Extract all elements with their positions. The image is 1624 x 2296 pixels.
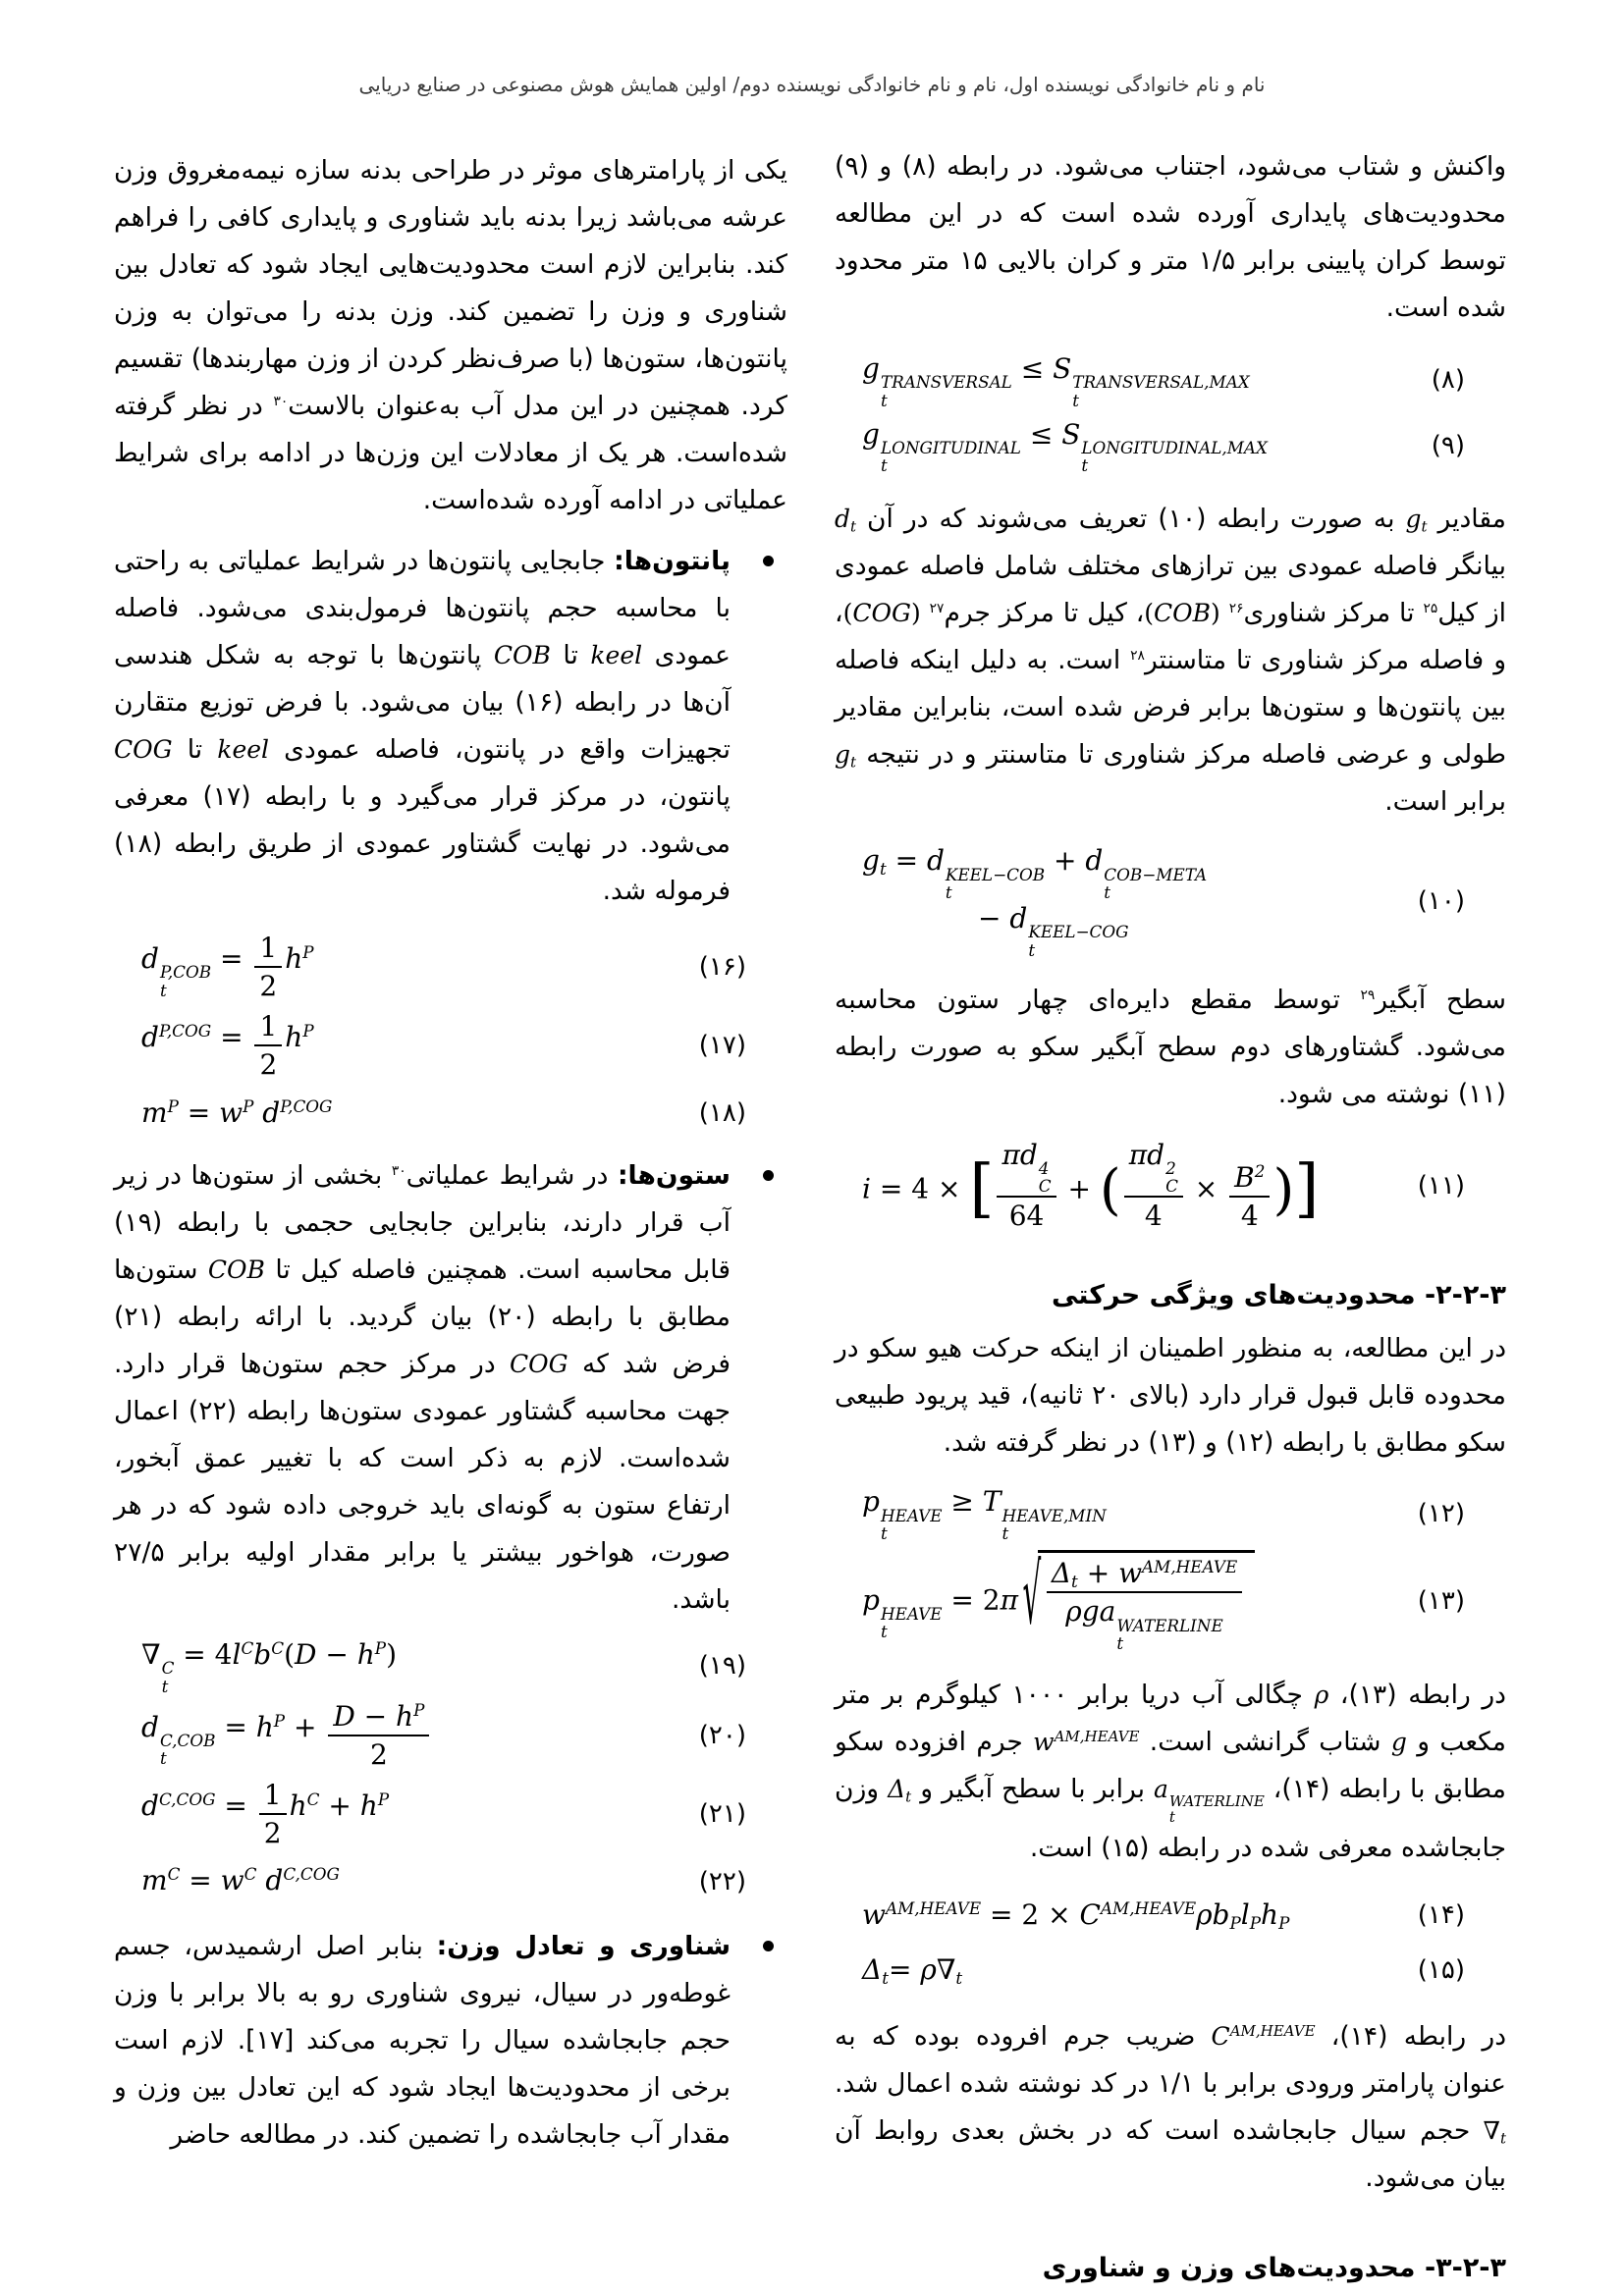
bracket: )	[1272, 1157, 1295, 1222]
equation-row	[835, 417, 1506, 475]
equation: $m^C = w^C$ $d^{C,COG}$	[141, 1864, 340, 1897]
fraction: $\frac{1}{2}$	[254, 931, 282, 1003]
bracket: (	[1099, 1157, 1121, 1222]
footnote-ref: ۲۵	[1423, 601, 1438, 617]
column-left	[114, 147, 787, 2159]
footnote-ref: ۲۶	[1228, 601, 1244, 617]
bracket: [	[969, 1151, 995, 1226]
equation-number: (۱۹)	[698, 1651, 746, 1682]
inline-math: $w^{AM,HEAVE}$	[1033, 1727, 1140, 1756]
equation: $m^P = w^P$ $d^{P,COG}$	[141, 1095, 333, 1129]
equation-row	[114, 1637, 787, 1695]
bullet-icon	[763, 1170, 774, 1181]
equation-number: (۲۰)	[698, 1720, 746, 1750]
bullet-item: پانتون‌ها: جابجایی پانتون‌ها در شرایط عملیاتی به راحتی با محاسبه حجم پانتون‌ها فرمول‌بندی می‌شود. فاصله عمودی keel تا COB پانتون‌ها با توجه به شکل هندسی آن‌ها در رابطه (۱۶) بیان می‌شود. با فرض توزیع متقارن تجهیزات واقع در پانتون، فاصله عمودی keel تا COG پانتون، در مرکز قرار می‌گیرد و با رابطه (۱۷) معرفی می‌شود. در نهایت گشتاور عمودی از طریق رابطه (۱۸) فرموله شد.	[114, 538, 787, 915]
section-number: ۳-۲-۲-	[1424, 1280, 1506, 1311]
paragraph: در رابطه (۱۳)، ρ چگالی آب دریا برابر ۱۰۰۰ کیلوگرم بر متر مکعب و g شتاب گرانشی است. $w^{AM,HEAVE}$ جرم افزوده سکو مطابق با رابطه (۱۴)، a WATERLINE t برابر با سطح آبگیر و $\Delta_t$ وزن جابجاشده معرفی شده در رابطه (۱۵) است.	[835, 1679, 1507, 1864]
inline-math: keel	[217, 735, 270, 764]
equation: $w^{AM,HEAVE} = 2 \times C^{AM,HEAVE}\rho b_Pl_Ph_P$	[862, 1898, 1290, 1934]
paragraph: واکنش و شتاب می‌شود، اجتناب می‌شود. در رابطه (۸) و (۹) محدودیت‌های پایداری آورده شده است که در این مطالعه توسط کران پایینی برابر ۱/۵ متر و کران بالایی ۱۵ متر محدود شده است.	[835, 151, 1506, 323]
page-header: نام و نام خانوادگی نویسنده اول، نام و نام خانوادگی نویسنده دوم/ اولین همایش هوش مصنوعی در صنایع دریایی	[358, 73, 1266, 96]
inline-math: $g_t$	[1405, 505, 1428, 536]
paragraph: مقادیر $g_t$ به صورت رابطه (۱۰) تعریف می‌شوند که در آن $d_t$ بیانگر فاصله عمودی بین ترازهای مختلف شامل فاصله عمودی از کیل$^{۲۵}$ تا مرکز شناوری$^{۲۶}$ (COB)، کیل تا مرکز جرم$^{۲۷}$ (COG)، و فاصله مرکز شناوری تا متاسنتر$^{۲۸}$ است. به دلیل اینکه فاصله بین پانتون‌ها و ستون‌ها برابر فرض شده است، بنابراین مقادیر طولی و عرضی فاصله مرکز شناوری تا متاسنتر و در نتیجه $g_t$ برابر است.	[835, 504, 1506, 818]
bullet-icon	[763, 1941, 774, 1951]
equation-number: (۱۷)	[698, 1031, 746, 1060]
inline-math: ρ	[1314, 1680, 1329, 1709]
equation-number: (۱۲)	[1417, 1498, 1465, 1528]
equation-row	[835, 1484, 1506, 1542]
inline-math: $d_t$	[835, 505, 857, 536]
bold-lead: شناوری و تعادل وزن:	[436, 1930, 731, 1961]
bullet-icon	[763, 556, 774, 566]
footnote-ref: ۲۹	[1360, 987, 1376, 1003]
fraction: $\frac{D - h^P}{2}$	[328, 1699, 429, 1772]
inline-math: (COG)	[842, 599, 921, 628]
equation-row	[835, 1892, 1506, 1939]
fraction: $\frac{1}{2}$	[254, 1009, 282, 1082]
section-title: محدودیت‌های ویژگی حرکتی	[1051, 1280, 1425, 1311]
bold-lead: پانتون‌ها:	[614, 546, 731, 576]
fraction: $\Delta_t + w^{AM,HEAVE}$ ρga WATERLINE t	[1047, 1556, 1242, 1652]
footnote-ref: ۲۷	[929, 601, 945, 617]
footnote-ref: ۲۸	[1130, 648, 1145, 665]
inline-math: $\nabla_t$	[1483, 2116, 1506, 2148]
inline-math: COG	[510, 1350, 568, 1378]
equation: g LONGITUDINAL t ≤ S LONGITUDINAL,MAX t	[862, 417, 1268, 476]
footnote-ref: ۳۰	[391, 1163, 406, 1180]
inline-math: $\Delta_t$	[888, 1774, 912, 1806]
equation: $d^{P,COG}$ = $\frac{1}{2}$ $h^P$	[141, 1010, 314, 1081]
inline-math: COB	[207, 1255, 265, 1284]
equation-number: (۲۱)	[698, 1798, 746, 1829]
equation: d C,COB t = $h^P$ + $\frac{D - h^P}{2}$	[141, 1699, 432, 1772]
inline-math: COG	[114, 735, 173, 764]
equation-row	[114, 1858, 787, 1905]
equation-row	[835, 1546, 1506, 1653]
equation-number: (۹)	[1431, 431, 1465, 461]
equation-row	[835, 1947, 1506, 1994]
bullet-item: شناوری و تعادل وزن: بنابر اصل ارشمیدس، جسم غوطه‌ور در سیال، نیروی شناوری رو به بالا برابر با وزن حجم جابجاشده سیال را تجربه می‌کند [۱۷]. لازم است برخی از محدودیت‌ها ایجاد شود که این تعادل بین وزن و مقدار آب جابجاشده را تضمین کند. در مطالعه حاضر	[114, 1923, 787, 2159]
paragraph: یکی از پارامترهای موثر در طراحی بدنه سازه نیمه‌مغروق وزن عرشه می‌باشد زیرا بدنه باید شناوری و پایداری کافی را فراهم کند. بنابراین لازم است محدودیت‌هایی ایجاد شود که تعادل بین شناوری و وزن را تضمین کند. وزن بدنه را می‌توان به وزن پانتون‌ها، ستون‌ها (با صرف‌نظر کردن از وزن مهاربندها) تقسیم کرد. همچنین در این مدل آب به‌عنوان بالاست$^{۳۰}$ در نظر گرفته شده‌است. هر یک از معادلات این وزن‌ها در ادامه برای شرایط عملیاتی در ادامه آورده شده‌است.	[114, 155, 787, 515]
equation: $g_t = d$ KEEL−COB t + d COB−META t − d KEEL−COG t	[862, 844, 1208, 960]
equation: $d^{C,COG}$ = $\frac{1}{2}$ $h^C + h^P$	[141, 1778, 390, 1849]
section-number: ۳-۲-۳-	[1424, 2253, 1506, 2284]
inline-math: (COB)	[1144, 599, 1220, 628]
bracket: ]	[1294, 1151, 1320, 1226]
inline-math: $g_t$	[835, 740, 857, 772]
square-root	[1022, 1546, 1255, 1653]
equation-number: (۱۰)	[1417, 886, 1465, 917]
fraction: πd 4 C 64	[997, 1138, 1056, 1234]
equation-number: (۸)	[1431, 365, 1465, 396]
equation: p HEAVE t = 2π √ $\Delta_t + w^{AM,HEAVE}$ ρga WATERLINE t	[862, 1550, 1255, 1652]
equation-row	[114, 931, 787, 1003]
equation-number: (۲۲)	[698, 1866, 746, 1896]
equation: p HEAVE t ≥ T HEAVE,MIN t	[862, 1485, 1107, 1543]
equation: ∇ C t = $4l^Cb^C(D - h^P)$	[141, 1637, 398, 1696]
equation-row	[835, 351, 1506, 409]
section-heading	[835, 1272, 1506, 1319]
inline-math: keel	[590, 641, 643, 669]
equation-row	[835, 1138, 1506, 1234]
equation: g TRANSVERSAL t ≤ S TRANSVERSAL,MAX t	[862, 352, 1250, 410]
equation-row	[114, 1090, 787, 1137]
equation-number: (۱۴)	[1417, 1900, 1465, 1931]
equation-number: (۱۵)	[1417, 1955, 1465, 1986]
inline-math: a WATERLINE t	[1153, 1774, 1265, 1827]
inline-math: COB	[493, 641, 551, 669]
bullet-item: ستون‌ها: در شرایط عملیاتی$^{۳۰}$ بخشی از ستون‌ها در زیر آب قرار دارند، بنابراین جابجایی حجمی با رابطه (۱۹) قابل محاسبه است. همچنین فاصله کیل تا COB ستون‌ها مطابق با رابطه (۲۰) بیان گردید. با ارائه رابطه (۲۱) فرض شد که COG در مرکز حجم ستون‌ها قرار دارد. جهت محاسبه گشتاور عمودی ستون‌ها رابطه (۲۲) اعمال شده‌است. لازم به ذکر است که با تغییر عمق آبخور، ارتفاع ستون به گونه‌ای باید خروجی داده شود که در هر صورت، هواخور بیشتر یا برابر مقدار اولیه برابر ۲۷/۵ باشد.	[114, 1152, 787, 1624]
section-heading	[835, 2245, 1506, 2292]
inline-math: $C^{AM,HEAVE}$	[1211, 2022, 1316, 2052]
footnote-ref: ۳۰	[273, 394, 289, 410]
equation: i = 4 × [ πd 4 C 64 + ( πd 2 C 4 × $\frac{B^2}{4}$ )]	[862, 1138, 1320, 1233]
equation-number: (۱۸)	[698, 1098, 746, 1128]
radical-icon: √	[1022, 1546, 1042, 1644]
fraction: $\frac{1}{2}$	[259, 1778, 287, 1850]
fraction: $\frac{B^2}{4}$	[1229, 1160, 1270, 1233]
paragraph: در رابطه (۱۴)، $C^{AM,HEAVE}$ ضریب جرم افروده بوده که به عنوان پارامتر ورودی برابر با ۱/۱ در کد نوشته شده اعمال شد. $\nabla_t$ حجم سیال جابجاشده است که در بخش بعدی روابط آن بیان می‌شود.	[835, 2021, 1506, 2194]
fraction: πd 2 C 4	[1124, 1138, 1183, 1234]
equation-number: (۱۱)	[1417, 1170, 1465, 1201]
bold-lead: ستون‌ها:	[617, 1160, 731, 1191]
equation-number: (۱۶)	[698, 952, 746, 982]
equation-number: (۱۳)	[1417, 1585, 1465, 1616]
paragraph: در این مطالعه، به منظور اطمینان از اینکه حرکت هیو سکو در محدوده قابل قبول قرار دارد (بالای ۲۰ ثانیه)، قید پریود طبیعی سکو مطابق با رابطه (۱۲) و (۱۳) در نظر گرفته شد.	[835, 1333, 1506, 1459]
equation: $\Delta_t= \rho\nabla_t$	[862, 1953, 963, 1989]
inline-math: g	[1390, 1727, 1407, 1756]
equation-row	[114, 1699, 787, 1772]
paragraph: سطح آبگیر$^{۲۹}$ توسط مقطع دایره‌ای چهار ستون محاسبه می‌شود. گشتاورهای دوم سطح آبگیر سکو به صورت رابطه (۱۱) نوشته می شود.	[835, 984, 1506, 1109]
equation-row	[114, 1009, 787, 1082]
equation-row	[835, 843, 1506, 958]
section-title: محدودیت‌های وزن و شناوری	[1042, 2253, 1425, 2284]
equation-row	[114, 1778, 787, 1850]
column-right	[835, 143, 1506, 2292]
equation: d P,COB t = $\frac{1}{2}$ $h^P$	[141, 932, 314, 1002]
